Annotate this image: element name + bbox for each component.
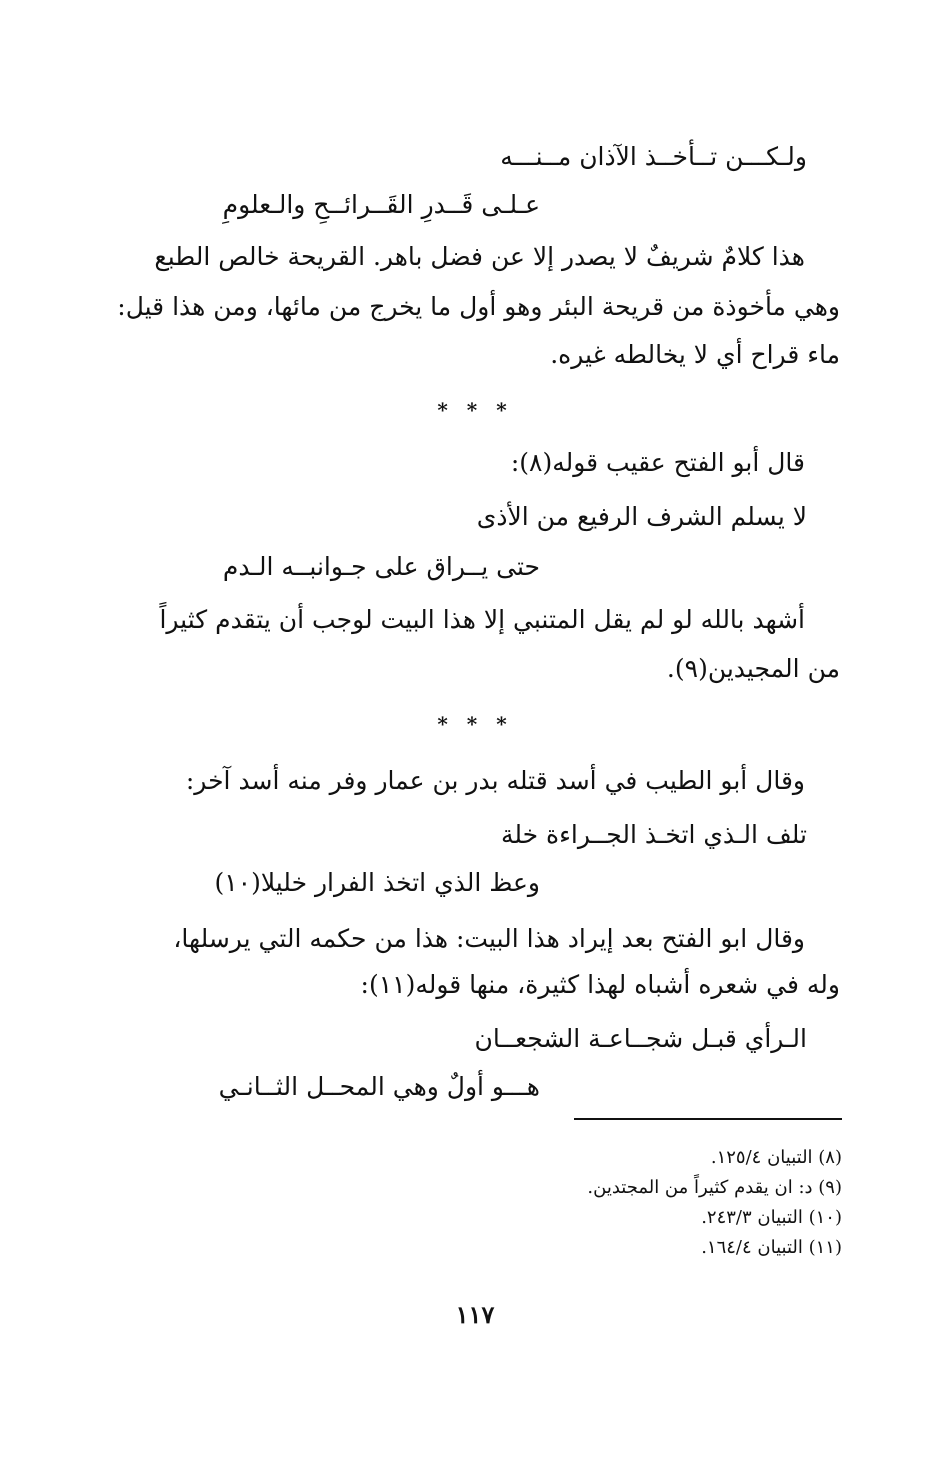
footnote: (١١) التبيان ١٦٤/٤. [701,1237,842,1258]
paragraph-line: هذا كلامٌ شريفٌ لا يصدر إلا عن فضل باهر. القريحة خالص الطبع [154,242,805,271]
paragraph-line: وله في شعره أشباه لهذا كثيرة، منها قوله(١١): [360,970,840,999]
paragraph-line: وقال ابو الفتح بعد إيراد هذا البيت: هذا من حكمه التي يرسلها، [173,924,805,953]
verse-line: وعظ الذي اتخذ الفرار خليلا(١٠) [214,868,540,897]
footnote: (٨) التبيان ١٢٥/٤. [710,1147,842,1168]
footnote: (٩) د: ان يقدم كثيراً من المجتدين. [587,1177,842,1198]
paragraph-line: وهي مأخوذة من قريحة البئر وهو أول ما يخرج من مائها، ومن هذا قيل: [117,292,840,321]
footnote-divider [574,1118,842,1120]
page-number: ١١٧ [455,1300,495,1329]
paragraph-line: ماء قراح أي لا يخالطه غيره. [550,340,840,369]
verse-line: لا يسلم الشرف الرفيع من الأذى [476,502,807,531]
paragraph-line: وقال أبو الطيب في أسد قتله بدر بن عمار وفر منه أسد آخر: [185,766,805,795]
verse-line: تلف الـذي اتخـذ الجــراءة خلة [500,820,807,849]
verse-line: ولـكـــن تــأخــذ الآذان مــنـــه [500,142,807,171]
section-separator: * * * [437,398,513,422]
verse-line: حتى يــراق على جـوانبــه الـدم [222,552,540,581]
footnote: (١٠) التبيان ٢٤٣/٣. [701,1207,842,1228]
paragraph-line: أشهد بالله لو لم يقل المتنبي إلا هذا البيت لوجب أن يتقدم كثيراً [159,605,805,634]
verse-line: هـــو أولٌ وهي المحــل الثــانـي [218,1072,540,1101]
paragraph-line: قال أبو الفتح عقيب قوله(٨): [510,448,805,477]
section-separator: * * * [437,712,513,736]
verse-line: الـرأي قبـل شجــاعـة الشجعــان [474,1024,807,1053]
verse-line: عـلـى قَــدرِ القَــرائــحِ والـعلومِ [222,190,540,219]
paragraph-line: من المجيدين(٩). [666,654,840,683]
